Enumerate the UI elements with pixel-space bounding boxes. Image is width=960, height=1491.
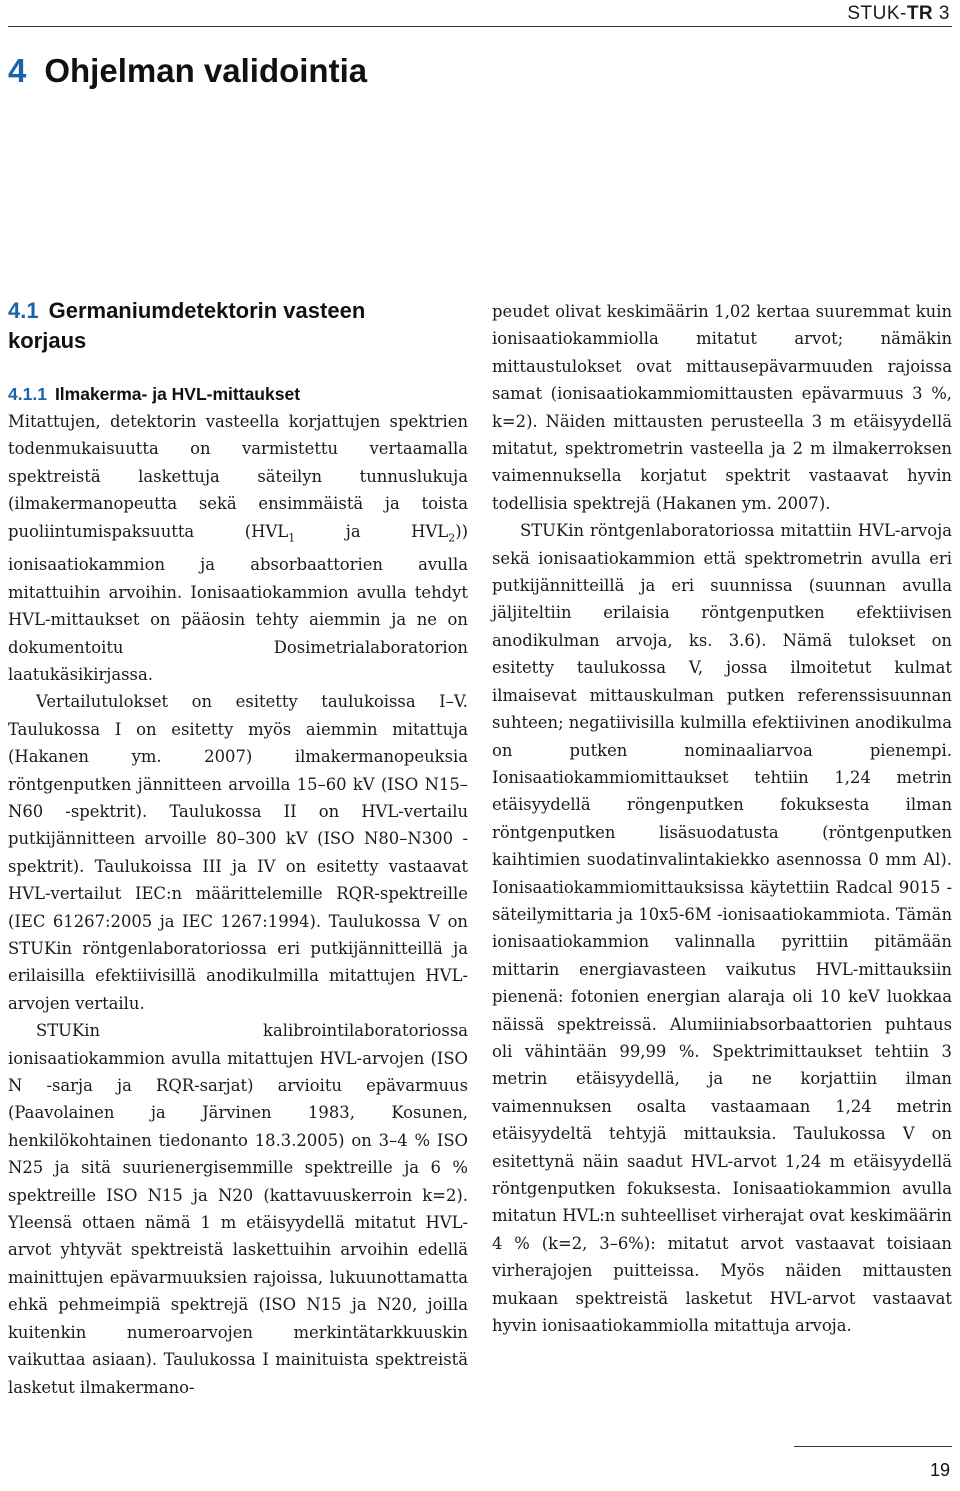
subsection-heading xyxy=(8,384,300,405)
series-bold: TR xyxy=(906,3,934,24)
p1-mid: ja HVL xyxy=(295,521,449,541)
chapter-heading xyxy=(8,52,367,90)
running-header xyxy=(0,0,960,34)
subsection-number: 4.1.1 xyxy=(8,384,47,404)
right-paragraph-1: peudet olivat keskimäärin 1,02 kertaa suuremmat kuin ionisaatiokammiolla mitatut arvot; nämäkin mittaustulokset ovat mittausepävarmuuden rajoissa samat (ionisaatiokammiomittausten epävarmuus 3 %, k=2). Näiden mittausten perusteella 3 m etäisyydellä mitatut, spektrometrin vasteella ja 2 m ilmakerroksen vaimennuksella korjatut spektrit vastaavat hyvin todellisia spektrejä (Hakanen ym. 2007). xyxy=(492,302,952,513)
page-number: 19 xyxy=(929,1460,950,1480)
p1-end: )) ionisaatiokammion ja absorbaattorien avulla mitattuihin arvoihin. Ionisaatiokammion avulla tehdyt HVL-mittaukset on pääosin tehty aiemmin ja ne on dokumentoitu Dosimetrialaboratorion laatukäsikirjassa. xyxy=(8,521,468,684)
chapter-title: Ohjelman validointia xyxy=(44,52,368,89)
chapter-number: 4 xyxy=(8,52,27,89)
left-paragraph-2: Vertailutulokset on esitetty taulukoissa I–V. Taulukossa I on esitetty myös aiemmin mitattuja (Hakanen ym. 2007) ilmakermanopeuksia röntgenputken jännitteen arvoilla 15–60 kV (ISO N15–N60 -spektrit). Taulukossa II on HVL-vertailu putkijännitteen arvoille 80–300 kV (ISO N80–N300 -spektrit). Taulukoissa III ja IV on esitetty vastaavat HVL-vertailut IEC:n määrittelemille RQR-spektreille (IEC 61267:2005 ja IEC 1267:1994). Taulukossa V on STUKin röntgenlaboratoriossa eri putkijännitteillä ja erilaisilla efektiivisillä anodikulmilla mitattujen HVL-arvojen vertailu. xyxy=(8,692,468,1013)
right-paragraph-2: STUKin röntgenlaboratoriossa mitattiin HVL-arvoja sekä ionisaatiokammion että spektrometrin avulla eri putkijännitteillä ja eri suunnissa (suunnan avulla jäljiteltiin erilaisia röntgenputken efektiivisen anodikulman arvoja, ks. 3.6). Nämä tulokset on esitetty taulukossa V, jossa ilmoitetut kulmat ilmaisevat mittauskulman putken referenssisuunnan suhteen; negatiivisilla kulmilla efektiivinen anodikulma on putken nominaaliarvoa pienempi. Ionisaatiokammiomittaukset tehtiin 1,24 metrin etäisyydellä röngenputken fokuksesta ilman röntgenputken lisäsuodatusta (röntgenputken kaihtimien suodatinvalintakiekko asennossa 0 mm Al). Ionisaatiokammiomittauksissa käytettiin Radcal 9015 -säteilymittaria ja 10x5-6M -ionisaatiokammiota. Tämän ionisaatiokammion valinnalla pyrittiin pitämään mittarin energiavasteen vaikutus HVL-mittauksiin pienenä: fotonien energian alaraja oli 10 keV luokkaa näissä spektreissä. Alumiiniabsorbaattorien puhtaus oli vähintään 99,99 %. Spektrimittaukset tehtiin 3 metrin etäisyydellä, ja ne korjattiin ilman vaimennuksen osalta vastaamaan 1,24 metrin etäisyydeltä tehtyjä mittauksia. Taulukossa V on esitettynä näin saadut HVL-arvot 1,24 m etäisyydellä röntgenputken fokuksesta. Ionisaatiokammion avulla mitatun HVL:n suhteelliset virherajat ovat keskimäärin 4 % (k=2, 3–6%): mitatut arvot vastaavat toisiaan virherajojen puitteissa. Myös näiden mittausten mukaan spektreistä lasketut HVL-arvot vastaavat hyvin ionisaatiokammiolla mitattuja arvoja. xyxy=(492,521,952,1336)
left-paragraph-1 xyxy=(8,408,468,688)
header-rule xyxy=(8,26,952,27)
hvl-subscript-2: 2 xyxy=(448,530,456,544)
series-suffix: 3 xyxy=(933,3,950,24)
section-heading xyxy=(8,296,448,356)
footer-rule xyxy=(794,1446,952,1447)
p1-start: Mitattujen, detektorin vasteella korjattujen spektrien todenmukaisuutta on varmistettu vertaamalla spektreistä laskettuja säteilyn tunnuslukuja (ilmakermanopeutta sekä ensimmäistä ja toista puoliintumispaksuutta (HVL xyxy=(8,412,468,541)
section-number: 4.1 xyxy=(8,298,39,323)
section-title: Germaniumdetektorin vasteen korjaus xyxy=(8,298,366,353)
series-prefix: STUK- xyxy=(847,3,907,24)
subsection-title: Ilmakerma- ja HVL-mittaukset xyxy=(54,384,301,404)
report-series-label xyxy=(847,3,950,25)
left-paragraph-3: STUKin kalibrointilaboratoriossa ionisaatiokammion avulla mitattujen HVL-arvojen (ISO N -sarja ja RQR-sarjat) arvioitu epävarmuus (Paavolainen ja Järvinen 1983, Kosunen, henkilökohtainen tiedonanto 18.3.2005) on 3–4 % ISO N25 ja sitä suurienergisemmille spektreille ja 6 % spektreille ISO N15 ja N20 (kattavuuskerroin k=2). Yleensä ottaen nämä 1 m etäisyydellä mitatut HVL-arvot yhtyvät spektreistä laskettuihin arvoihin edellä mainittujen epävarmuuksien rajoissa, lukuunottamatta ehkä pehmeimpiä spektrejä (ISO N15 ja N20, joilla kuitenkin numeroarvojen merkintätarkkuuskin vaikuttaa asiaan). Taulukossa I mainituista spektreistä lasketut ilmakermano- xyxy=(8,1021,468,1397)
left-text-column xyxy=(8,408,468,1401)
right-text-column xyxy=(492,298,952,1339)
hvl-subscript-1: 1 xyxy=(288,530,296,544)
